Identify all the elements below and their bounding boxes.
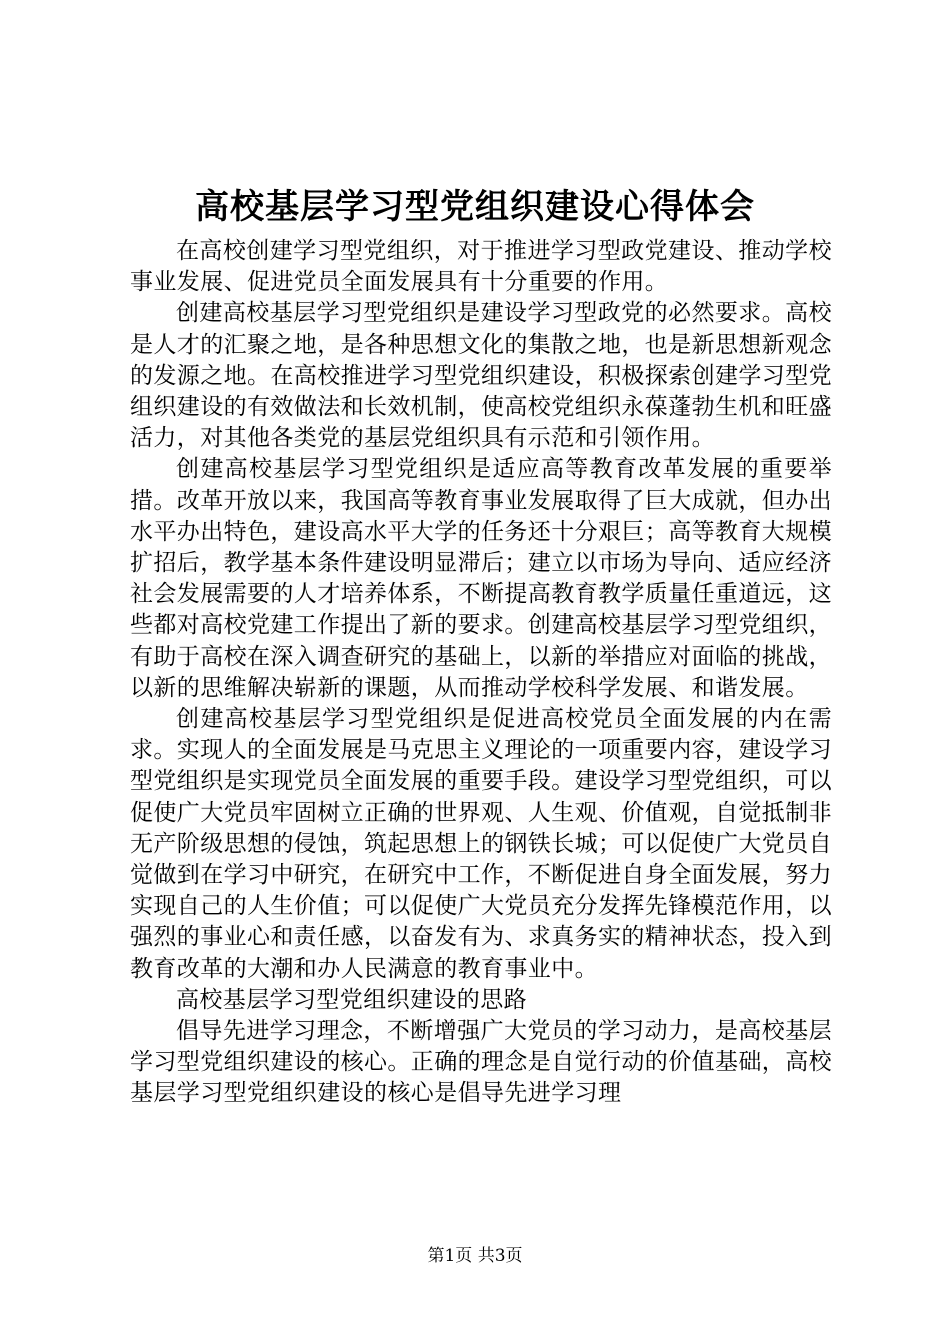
paragraph-requirement: 创建高校基层学习型党组织是建设学习型政党的必然要求。高校是人才的汇聚之地，是各种思想文化的集散之地，也是新思想新观念的发源之地。在高校推进学习型党组织建设，积极探索创建学习型党组织建设的有效做法和长效机制，使高校党组织永葆蓬勃生机和旺盛活力，对其他各类党的基层党组织具有示范和引领作用。 — [130, 300, 832, 452]
paragraph-member-development: 创建高校基层学习型党组织是促进高校党员全面发展的内在需求。实现人的全面发展是马克思主义理论的一项重要内容，建设学习型党组织是实现党员全面发展的重要手段。建设学习型党组织，可以促使广大党员牢固树立正确的世界观、人生观、价值观，自觉抵制非无产阶级思想的侵蚀，筑起思想上的钢铁长城；可以促使广大党员自觉做到在学习中研究，在研究中工作，不断促进自身全面发展，努力实现自己的人生价值；可以促使广大党员充分发挥先锋模范作用，以强烈的事业心和责任感，以奋发有为、求真务实的精神状态，投入到教育改革的大潮和办人民满意的教育事业中。 — [130, 706, 832, 982]
paragraph-reform: 创建高校基层学习型党组织是适应高等教育改革发展的重要举措。改革开放以来，我国高等教育事业发展取得了巨大成就，但办出水平办出特色，建设高水平大学的任务还十分艰巨；高等教育大规模扩招后，教学基本条件建设明显滞后；建立以市场为导向、适应经济社会发展需要的人才培养体系，不断提高教育教学质量任重道远，这些都对高校党建工作提出了新的要求。创建高校基层学习型党组织，有助于高校在深入调查研究的基础上，以新的举措应对面临的挑战，以新的思维解决崭新的课题，从而推动学校科学发展、和谐发展。 — [130, 456, 832, 701]
document-body — [130, 236, 832, 1110]
page-footer — [0, 1244, 950, 1268]
page-number: 第1页 共3页 — [427, 1246, 523, 1266]
paragraph-learning-philosophy: 倡导先进学习理念，不断增强广大党员的学习动力，是高校基层学习型党组织建设的核心。正确的理念是自觉行动的价值基础，高校基层学习型党组织建设的核心是倡导先进学习理 — [130, 1018, 832, 1107]
page-title: 高校基层学习型党组织建设心得体会 — [195, 187, 755, 227]
paragraph-intro: 在高校创建学习型党组织，对于推进学习型政党建设、推动学校事业发展、促进党员全面发展具有十分重要的作用。 — [130, 238, 832, 296]
section-heading-approach: 高校基层学习型党组织建设的思路 — [176, 986, 527, 1013]
